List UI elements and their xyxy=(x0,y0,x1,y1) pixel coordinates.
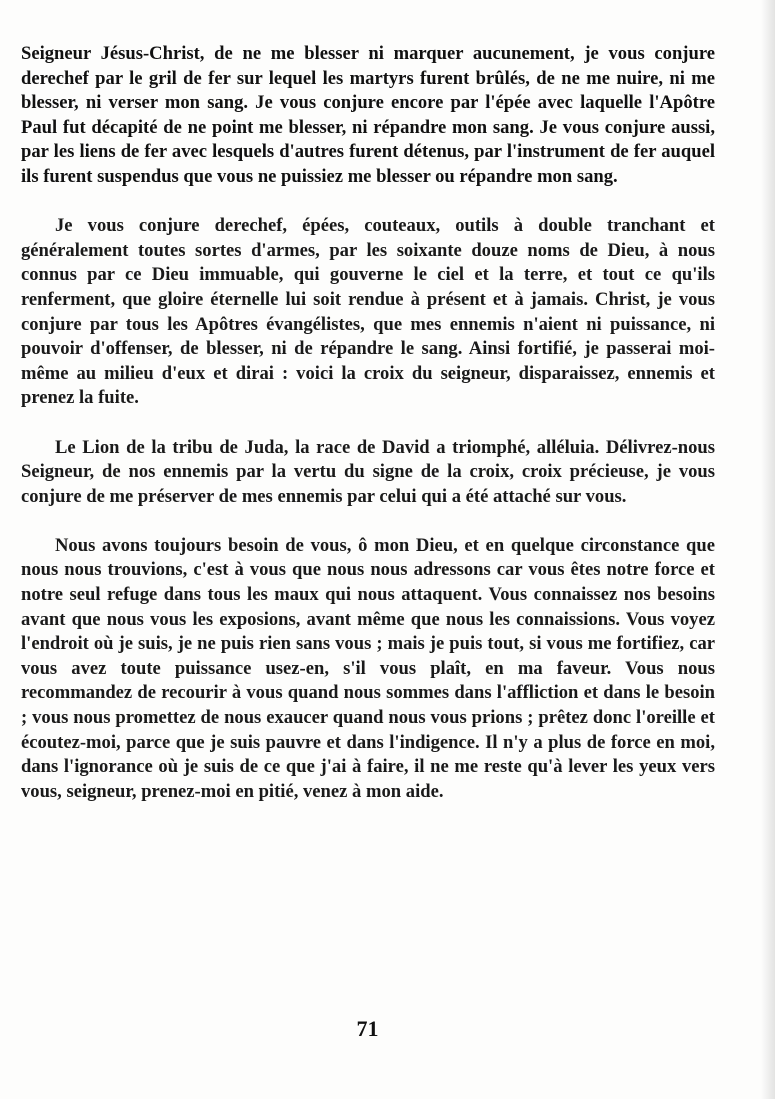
paragraph-2: Je vous conjure derechef, épées, couteaux, outils à double tranchant et généralement toutes sortes d'armes, par les soixante douze noms de Dieu, à nous connus par ce Dieu immuable, qui gouverne le ciel et la terre, et tout ce qu'ils renferment, que gloire éternelle lui soit rendue à présent et à jamais. Christ, je vous conjure par tous les Apôtres évangélistes, que mes ennemis n'aient ni puissance, ni pouvoir d'offenser, de blesser, ni de répandre le sang. Ainsi fortifié, je passerai moi-même au milieu d'eux et dirai : voici la croix du seigneur, disparaissez, ennemis et prenez la fuite. xyxy=(21,215,715,409)
paragraph-3: Le Lion de la tribu de Juda, la race de David a triomphé, alléluia. Délivrez-nous Seigneur, de nos ennemis par la vertu du signe de la croix, croix précieuse, je vous conjure de me préserver de mes ennemis par celui qui a été attaché sur vous. xyxy=(21,436,715,507)
paragraph-4: Nous avons toujours besoin de vous, ô mon Dieu, et en quelque circonstance que nous nous trouvions, c'est à vous que nous nous adressons car vous êtes notre force et notre seul refuge dans tous les maux qui nous attaquent. Vous connaissez nos besoins avant que nous vous les exposions, avant même que nous les connaissions. Vous voyez l'endroit où je suis, je ne puis rien sans vous ; mais je puis tout, si vous me fortifiez, car vous avez toute puissance usez-en, s'il vous plaît, en ma faveur. Vous nous recommandez de recourir à vous quand nous sommes dans l'affliction et dans le besoin ; vous nous promettez de nous exaucer quand nous vous prions ; prêtez donc l'oreille et écoutez-moi, parce que je suis pauvre et dans l'indigence. Il n'y a plus de force en moi, dans l'ignorance où je suis de ce que j'ai à faire, il ne me reste qu'à lever les yeux vers vous, seigneur, prenez-moi en pitié, venez à mon aide. xyxy=(21,534,715,802)
page-edge-shadow xyxy=(761,0,775,1099)
page-number: 71 xyxy=(356,1016,379,1041)
paragraph-1: Seigneur Jésus-Christ, de ne me blesser ni marquer aucunement, je vous conjure derechef par le gril de fer sur lequel les martyrs furent brûlés, de ne me nuire, ni me blesser, ni verser mon sang. Je vous conjure encore par l'épée avec laquelle l'Apôtre Paul fut décapité de ne point me blesser, ni répandre mon sang. Je vous conjure aussi, par les liens de fer avec lesquels d'autres furent détenus, par l'instrument de fer auquel ils furent suspendus que vous ne puissiez me blesser ou répandre mon sang. xyxy=(21,43,715,187)
body-text xyxy=(21,42,715,829)
